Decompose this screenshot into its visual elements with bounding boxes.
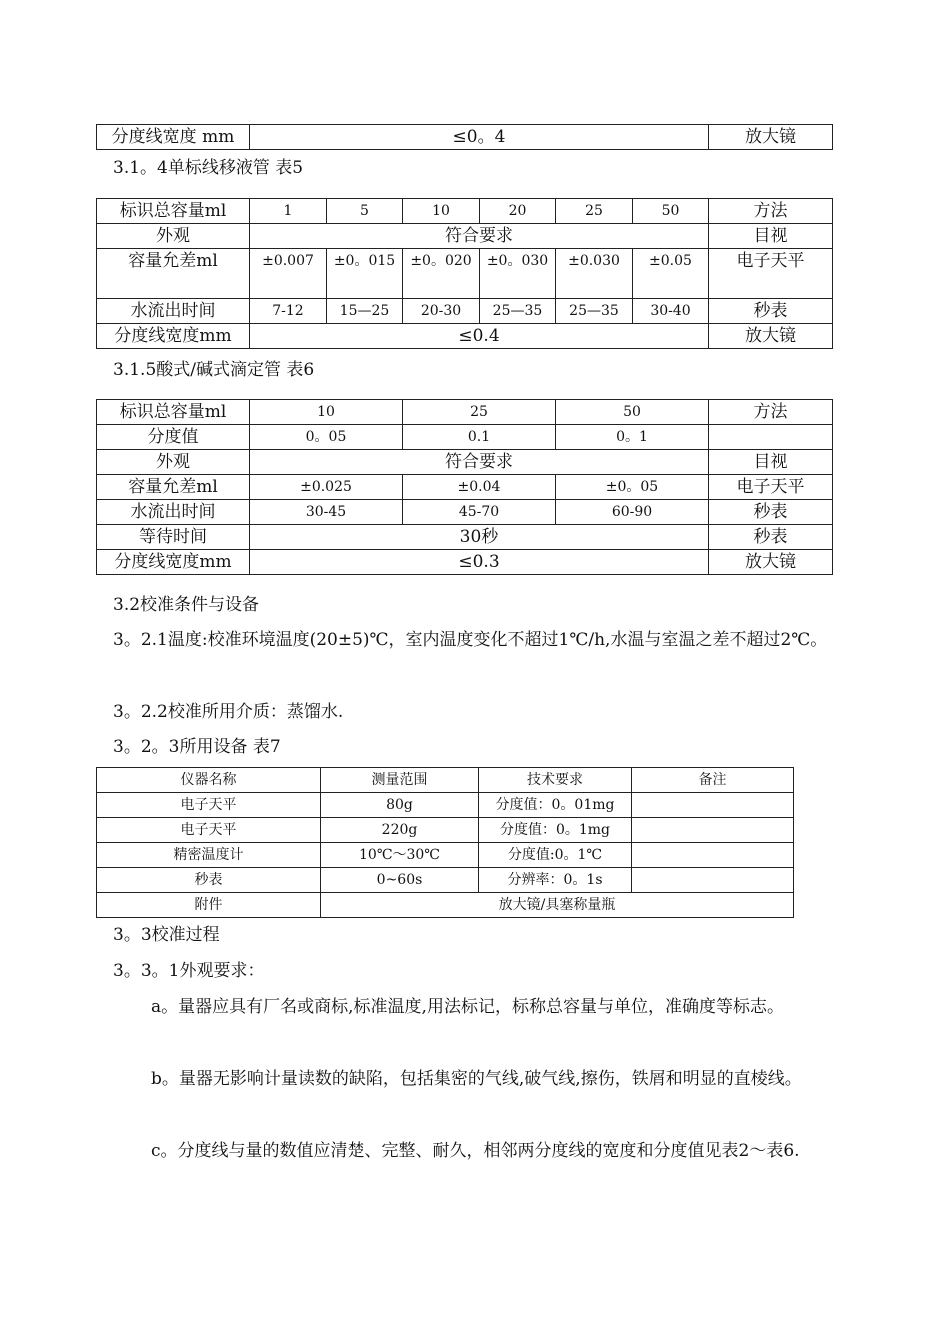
table-row — [97, 324, 833, 349]
cell-value: ±0。020 — [403, 249, 480, 299]
cell-label: 容量允差ml — [97, 475, 250, 500]
table-row — [97, 525, 833, 550]
cell-label: 分度线宽度 mm — [97, 125, 250, 150]
cell-method: 放大镜 — [709, 324, 833, 349]
section-3-3-1: 3。3。1外观要求： — [113, 961, 265, 981]
cell-method: 目视 — [709, 224, 833, 249]
section-3-2-1: 3。2.1温度:校准环境温度(20±5)℃，室内温度变化不超过1℃/h,水温与室温之差不超过2℃。 — [113, 630, 828, 650]
table-row — [97, 868, 794, 893]
cell: 80g — [321, 793, 479, 818]
cell: 分辨率：0。1s — [479, 868, 632, 893]
cell-value: ±0.007 — [250, 249, 327, 299]
cell: 分度值：0。1mg — [479, 818, 632, 843]
header-cell: 25 — [556, 199, 633, 224]
table-row — [97, 425, 833, 450]
section-3-2-2: 3。2.2校准所用介质：蒸馏水. — [113, 702, 344, 722]
paragraph-a: a。量器应具有厂名或商标,标准温度,用法标记，标称总容量与单位，准确度等标志。 — [151, 997, 784, 1017]
cell-label: 分度线宽度mm — [97, 550, 250, 575]
table7 — [96, 767, 794, 918]
table-row — [97, 843, 794, 868]
cell-method: 秒表 — [709, 500, 833, 525]
header-cell: 20 — [480, 199, 556, 224]
cell-value: 符合要求 — [250, 224, 709, 249]
cell-value: ±0.030 — [556, 249, 633, 299]
header-cell: 1 — [250, 199, 327, 224]
cell-value: 15—25 — [327, 299, 403, 324]
cell — [632, 818, 794, 843]
table-row — [97, 793, 794, 818]
cell-value: ±0.05 — [633, 249, 709, 299]
cell: 电子天平 — [97, 793, 321, 818]
cell: 分度值:0。1℃ — [479, 843, 632, 868]
cell-value: ±0。05 — [556, 475, 709, 500]
paragraph-c: c。分度线与量的数值应清楚、完整、耐久，相邻两分度线的宽度和分度值见表2～表6. — [151, 1141, 800, 1161]
cell-value: 25—35 — [556, 299, 633, 324]
cell-method: 目视 — [709, 450, 833, 475]
header-cell: 50 — [556, 400, 709, 425]
header-cell: 5 — [327, 199, 403, 224]
table-row — [97, 299, 833, 324]
cell-label: 容量允差ml — [97, 249, 250, 299]
cell-method: 放大镜 — [709, 550, 833, 575]
cell: 秒表 — [97, 868, 321, 893]
cell — [632, 843, 794, 868]
cell-label: 等待时间 — [97, 525, 250, 550]
cell: 附件 — [97, 893, 321, 918]
section-3-2: 3.2校准条件与设备 — [113, 595, 260, 615]
cell-label: 分度值 — [97, 425, 250, 450]
cell-value: 0。05 — [250, 425, 403, 450]
header-cell: 技术要求 — [479, 768, 632, 793]
header-cell: 仪器名称 — [97, 768, 321, 793]
section-3-3: 3。3校准过程 — [113, 925, 220, 945]
cell: 220g — [321, 818, 479, 843]
table4-tail — [96, 124, 833, 150]
cell-value: 0。1 — [556, 425, 709, 450]
section-3-2-3: 3。2。3所用设备 表7 — [113, 737, 281, 757]
table-row — [97, 818, 794, 843]
cell: 放大镜/具塞称量瓶 — [321, 893, 794, 918]
cell: 精密温度计 — [97, 843, 321, 868]
header-cell: 10 — [403, 199, 480, 224]
cell-value: 30秒 — [250, 525, 709, 550]
cell-value: 0.1 — [403, 425, 556, 450]
cell-label: 外观 — [97, 224, 250, 249]
table5-caption: 3.1。4单标线移液管 表5 — [113, 158, 304, 178]
cell-value: 45-70 — [403, 500, 556, 525]
cell-value: ≤0.4 — [250, 324, 709, 349]
table6 — [96, 399, 833, 575]
cell-value: 25—35 — [480, 299, 556, 324]
cell-value: 符合要求 — [250, 450, 709, 475]
cell: 电子天平 — [97, 818, 321, 843]
table-row — [97, 450, 833, 475]
cell-value: 20-30 — [403, 299, 480, 324]
header-cell: 25 — [403, 400, 556, 425]
table6-caption: 3.1.5酸式/碱式滴定管 表6 — [113, 360, 315, 380]
header-cell: 测量范围 — [321, 768, 479, 793]
table-row-header — [97, 400, 833, 425]
cell-method: 秒表 — [709, 525, 833, 550]
cell: 分度值：0。01mg — [479, 793, 632, 818]
table5 — [96, 198, 833, 349]
header-cell: 方法 — [709, 400, 833, 425]
cell: 0~60s — [321, 868, 479, 893]
cell-value: ≤0。4 — [250, 125, 709, 150]
header-cell: 10 — [250, 400, 403, 425]
paragraph-b: b。量器无影响计量读数的缺陷，包括集密的气线,破气线,擦伤，铁屑和明显的直棱线。 — [151, 1069, 802, 1089]
cell-value: 7-12 — [250, 299, 327, 324]
cell-value: 60-90 — [556, 500, 709, 525]
table-row — [97, 249, 833, 299]
cell-value: 30-40 — [633, 299, 709, 324]
cell-value: ±0。030 — [480, 249, 556, 299]
table-row — [97, 893, 794, 918]
cell — [632, 793, 794, 818]
cell-method: 电子天平 — [709, 475, 833, 500]
header-cell: 标识总容量ml — [97, 400, 250, 425]
cell-method — [709, 425, 833, 450]
cell-label: 外观 — [97, 450, 250, 475]
cell-method: 电子天平 — [709, 249, 833, 299]
table-row — [97, 500, 833, 525]
header-cell: 标识总容量ml — [97, 199, 250, 224]
table-row — [97, 224, 833, 249]
cell-value: ≤0.3 — [250, 550, 709, 575]
header-cell: 方法 — [709, 199, 833, 224]
cell-method: 秒表 — [709, 299, 833, 324]
cell-label: 水流出时间 — [97, 299, 250, 324]
table-row-header — [97, 199, 833, 224]
table-row-header — [97, 768, 794, 793]
cell-value: ±0.025 — [250, 475, 403, 500]
cell-value: ±0.04 — [403, 475, 556, 500]
cell-value: 30-45 — [250, 500, 403, 525]
cell-label: 分度线宽度mm — [97, 324, 250, 349]
header-cell: 备注 — [632, 768, 794, 793]
cell: 10℃～30℃ — [321, 843, 479, 868]
cell-value: ±0。015 — [327, 249, 403, 299]
table-row — [97, 550, 833, 575]
cell-label: 水流出时间 — [97, 500, 250, 525]
cell — [632, 868, 794, 893]
table-row — [97, 125, 833, 150]
cell-method: 放大镜 — [709, 125, 833, 150]
header-cell: 50 — [633, 199, 709, 224]
table-row — [97, 475, 833, 500]
